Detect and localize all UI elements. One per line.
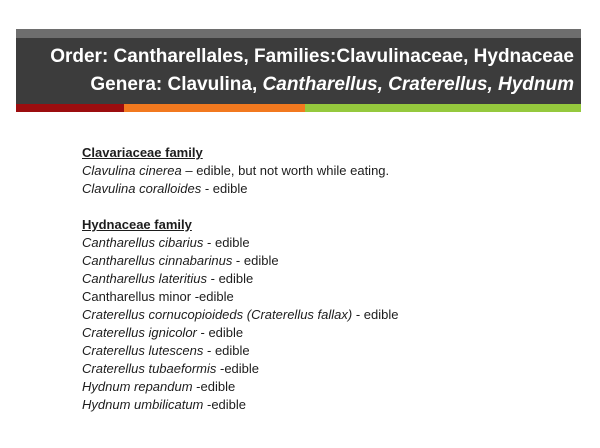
species-note: Cantharellus minor -edible xyxy=(82,289,234,304)
species-note: - edible xyxy=(232,253,279,268)
species-line xyxy=(82,306,570,324)
species-note: - edible xyxy=(207,271,254,286)
accent-strip xyxy=(16,104,581,112)
species-name: Craterellus ignicolor xyxy=(82,325,197,340)
species-name: Hydnum repandum xyxy=(82,379,193,394)
species-line xyxy=(82,162,570,180)
species-name: Cantharellus cibarius xyxy=(82,235,204,250)
species-line xyxy=(82,324,570,342)
accent-segment-orange xyxy=(124,104,305,112)
species-name: Cantharellus cinnabarinus xyxy=(82,253,233,268)
species-note: - edible xyxy=(203,343,250,358)
title-bar xyxy=(16,38,581,104)
accent-segment-green xyxy=(305,104,581,112)
species-line xyxy=(82,378,570,396)
slide-title-line1: Order: Cantharellales, Families:Clavulinaceae, Hydnaceae xyxy=(50,46,574,67)
species-note: - edible xyxy=(201,181,248,196)
species-line xyxy=(82,234,570,252)
species-name: Craterellus cornucopioideds (Craterellus fallax) xyxy=(82,307,353,322)
slide-body xyxy=(82,144,570,414)
species-note: - edible xyxy=(352,307,399,322)
species-name: Clavulina cinerea xyxy=(82,163,182,178)
species-note: -edible xyxy=(192,379,236,394)
species-note: - edible xyxy=(203,235,250,250)
family-heading: Hydnaceae family xyxy=(82,217,192,232)
species-line xyxy=(82,270,570,288)
family-heading: Clavariaceae family xyxy=(82,145,203,160)
species-name: Clavulina coralloides xyxy=(82,181,202,196)
species-note: – edible, but not worth while eating. xyxy=(181,163,390,178)
species-line xyxy=(82,342,570,360)
species-name: Hydnum umbilicatum xyxy=(82,397,204,412)
family-section xyxy=(82,144,570,198)
species-note: -edible xyxy=(216,361,260,376)
species-line xyxy=(82,252,570,270)
title-block xyxy=(16,29,581,112)
species-line xyxy=(82,396,570,414)
title-line2-regular: Genera: Clavulina, xyxy=(90,74,263,95)
title-bar-top-strip xyxy=(16,29,581,38)
species-note: -edible xyxy=(203,397,247,412)
species-line xyxy=(82,180,570,198)
slide-title-line2 xyxy=(26,71,574,99)
species-line xyxy=(82,360,570,378)
species-name: Cantharellus lateritius xyxy=(82,271,208,286)
species-name: Craterellus lutescens xyxy=(82,343,204,358)
species-line xyxy=(82,288,570,306)
family-section xyxy=(82,216,570,414)
title-line2-italic: Cantharellus, Craterellus, Hydnum xyxy=(262,74,574,95)
accent-segment-red xyxy=(16,104,124,112)
species-name: Craterellus tubaeformis xyxy=(82,361,217,376)
species-note: - edible xyxy=(196,325,244,340)
